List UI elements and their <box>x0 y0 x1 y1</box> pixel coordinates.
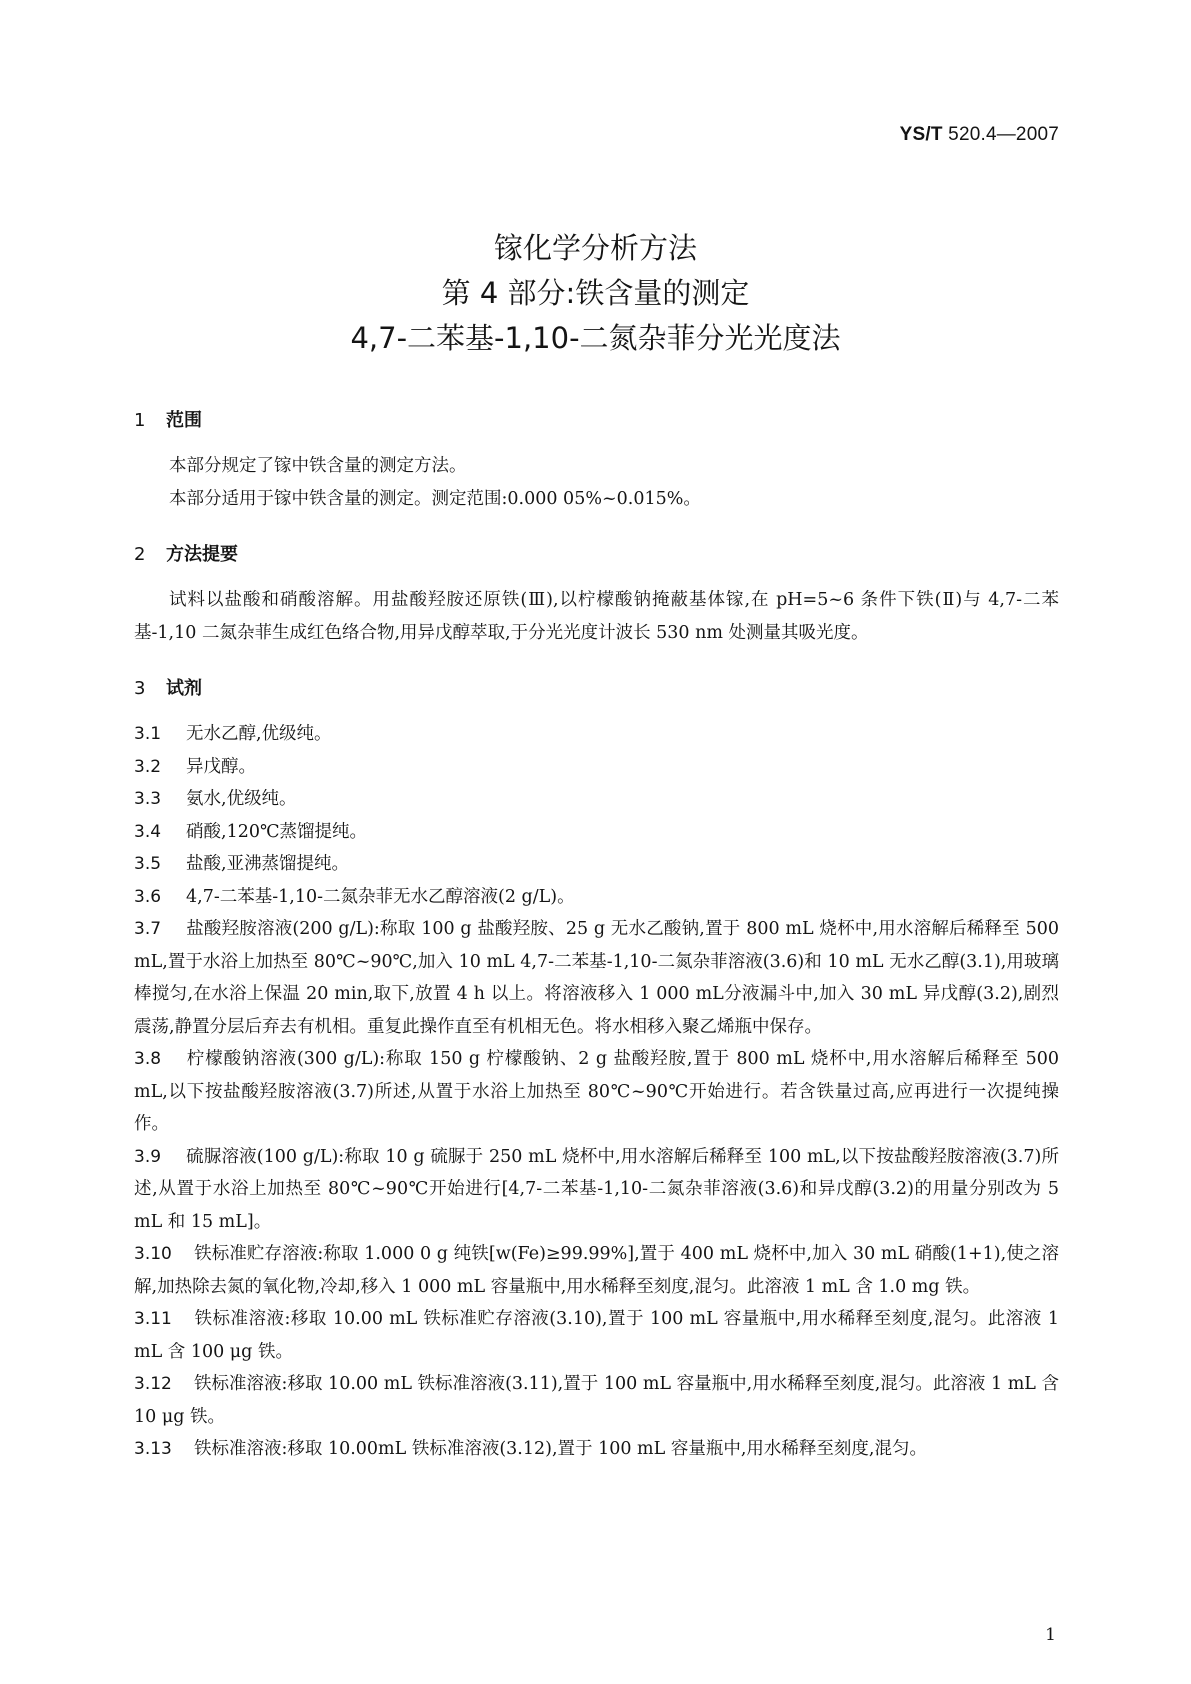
title-line-2: 第 4 部分:铁含量的测定 <box>441 276 750 310</box>
item-text: 柠檬酸钠溶液(300 g/L):称取 150 g 柠檬酸钠、2 g 盐酸羟胺,置于 800 mL 烧杯中,用水溶解后稀释至 500 mL,以下按盐酸羟胺溶液(3.7)所述,从置于水浴上加热至 80℃~90℃开始进行。若含铁量过高,应再进行一次提纯操作。 <box>134 1049 1059 1134</box>
item-text: 铁标准溶液:移取 10.00 mL 铁标准溶液(3.11),置于 100 mL 容量瓶中,用水稀释至刻度,混匀。此溶液 1 mL 含 10 μg 铁。 <box>134 1374 1059 1427</box>
item-number: 3.10 <box>134 1244 172 1264</box>
paragraph: 试料以盐酸和硝酸溶解。用盐酸羟胺还原铁(Ⅲ),以柠檬酸钠掩蔽基体镓,在 pH=5~6 条件下铁(Ⅱ)与 4,7-二苯基-1,10 二氮杂菲生成红色络合物,用异戊醇萃取,于分光光度计波长 530 nm 处测量其吸光度。 <box>134 590 1059 643</box>
reagent-item <box>134 1433 1059 1466</box>
reagent-item <box>134 783 1059 816</box>
item-text: 异戊醇。 <box>186 756 256 777</box>
section-title: 试剂 <box>166 678 202 699</box>
item-number: 3.12 <box>134 1374 172 1394</box>
reagent-item <box>134 1303 1059 1368</box>
item-number: 3.9 <box>134 1146 162 1167</box>
title-line-1: 镓化学分析方法 <box>493 231 697 265</box>
item-number: 3.3 <box>134 789 162 809</box>
item-number: 3.2 <box>134 756 162 777</box>
item-number: 3.6 <box>134 886 162 907</box>
item-text: 铁标准溶液:移取 10.00 mL 铁标准贮存溶液(3.10),置于 100 mL 容量瓶中,用水稀释至刻度,混匀。此溶液 1 mL 含 100 μg 铁。 <box>134 1309 1059 1362</box>
reagent-item <box>134 1368 1059 1433</box>
section-heading-method-summary <box>134 538 1059 572</box>
reagent-item <box>134 816 1059 849</box>
reagent-item <box>134 913 1059 1043</box>
standard-code-number: 520.4—2007 <box>942 124 1059 145</box>
item-number: 3.7 <box>134 919 162 939</box>
paragraph: 本部分适用于镓中铁含量的测定。测定范围:0.000 05%~0.015%。 <box>169 489 701 509</box>
item-text: 无水乙醇,优级纯。 <box>186 724 332 744</box>
standard-code <box>900 124 1059 146</box>
item-text: 硝酸,120℃蒸馏提纯。 <box>186 821 368 842</box>
item-text: 4,7-二苯基-1,10-二氮杂菲无水乙醇溶液(2 g/L)。 <box>186 886 575 907</box>
reagent-item <box>134 881 1059 914</box>
item-number: 3.5 <box>134 854 162 874</box>
item-text: 氨水,优级纯。 <box>186 789 297 809</box>
section-heading-reagents <box>134 672 1059 706</box>
item-text: 铁标准贮存溶液:称取 1.000 0 g 纯铁[w(Fe)≥99.99%],置于 400 mL 烧杯中,加入 30 mL 硝酸(1+1),使之溶解,加热除去氮的氧化物,冷却,移入 1 000 mL 容量瓶中,用水稀释至刻度,混匀。此溶液 1 mL 含 1.0 mg 铁。 <box>134 1244 1059 1297</box>
standard-code-prefix: YS/T <box>899 124 943 145</box>
section-number: 1 <box>134 410 146 431</box>
paragraph: 本部分规定了镓中铁含量的测定方法。 <box>169 456 467 476</box>
section-number: 2 <box>134 544 146 565</box>
page-number: 1 <box>1045 1625 1056 1645</box>
document-body <box>134 404 1059 1466</box>
item-text: 硫脲溶液(100 g/L):称取 10 g 硫脲于 250 mL 烧杯中,用水溶解后稀释至 100 mL,以下按盐酸羟胺溶液(3.7)所述,从置于水浴上加热至 80℃~90℃开始进行[4,7-二苯基-1,10-二氮杂菲溶液(3.6)和异戊醇(3.2)的用量分别改为 5 mL 和 15 mL]。 <box>134 1146 1059 1232</box>
item-number: 3.4 <box>134 821 162 842</box>
reagent-item <box>134 751 1059 784</box>
section-heading-scope <box>134 404 1059 438</box>
section-title: 范围 <box>166 410 202 431</box>
section-number: 3 <box>134 678 146 699</box>
reagent-item <box>134 1043 1059 1141</box>
reagent-item <box>134 848 1059 881</box>
item-number: 3.13 <box>134 1439 172 1459</box>
item-text: 盐酸,亚沸蒸馏提纯。 <box>186 854 350 874</box>
section-title: 方法提要 <box>166 544 238 565</box>
item-text: 盐酸羟胺溶液(200 g/L):称取 100 g 盐酸羟胺、25 g 无水乙酸钠,置于 800 mL 烧杯中,用水溶解后稀释至 500 mL,置于水浴上加热至 80℃~90℃,加入 10 mL 4,7-二苯基-1,10-二氮杂菲溶液(3.6)和 10 mL 无水乙醇(3.1),用玻璃棒搅匀,在水浴上保温 20 min,取下,放置 4 h 以上。将溶液移入 1 000 mL分液漏斗中,加入 30 mL 异戊醇(3.2),剧烈震荡,静置分层后弃去有机相。重复此操作直至有机相无色。将水相移入聚乙烯瓶中保存。 <box>134 919 1059 1037</box>
item-number: 3.1 <box>134 724 162 744</box>
reagent-item <box>134 718 1059 751</box>
item-number: 3.11 <box>134 1309 172 1329</box>
item-text: 铁标准溶液:移取 10.00mL 铁标准溶液(3.12),置于 100 mL 容量瓶中,用水稀释至刻度,混匀。 <box>194 1439 927 1459</box>
reagent-item <box>134 1141 1059 1239</box>
item-number: 3.8 <box>134 1049 162 1069</box>
reagent-item <box>134 1238 1059 1303</box>
document-title <box>0 226 1191 361</box>
title-line-3: 4,7-二苯基-1,10-二氮杂菲分光光度法 <box>350 321 841 355</box>
